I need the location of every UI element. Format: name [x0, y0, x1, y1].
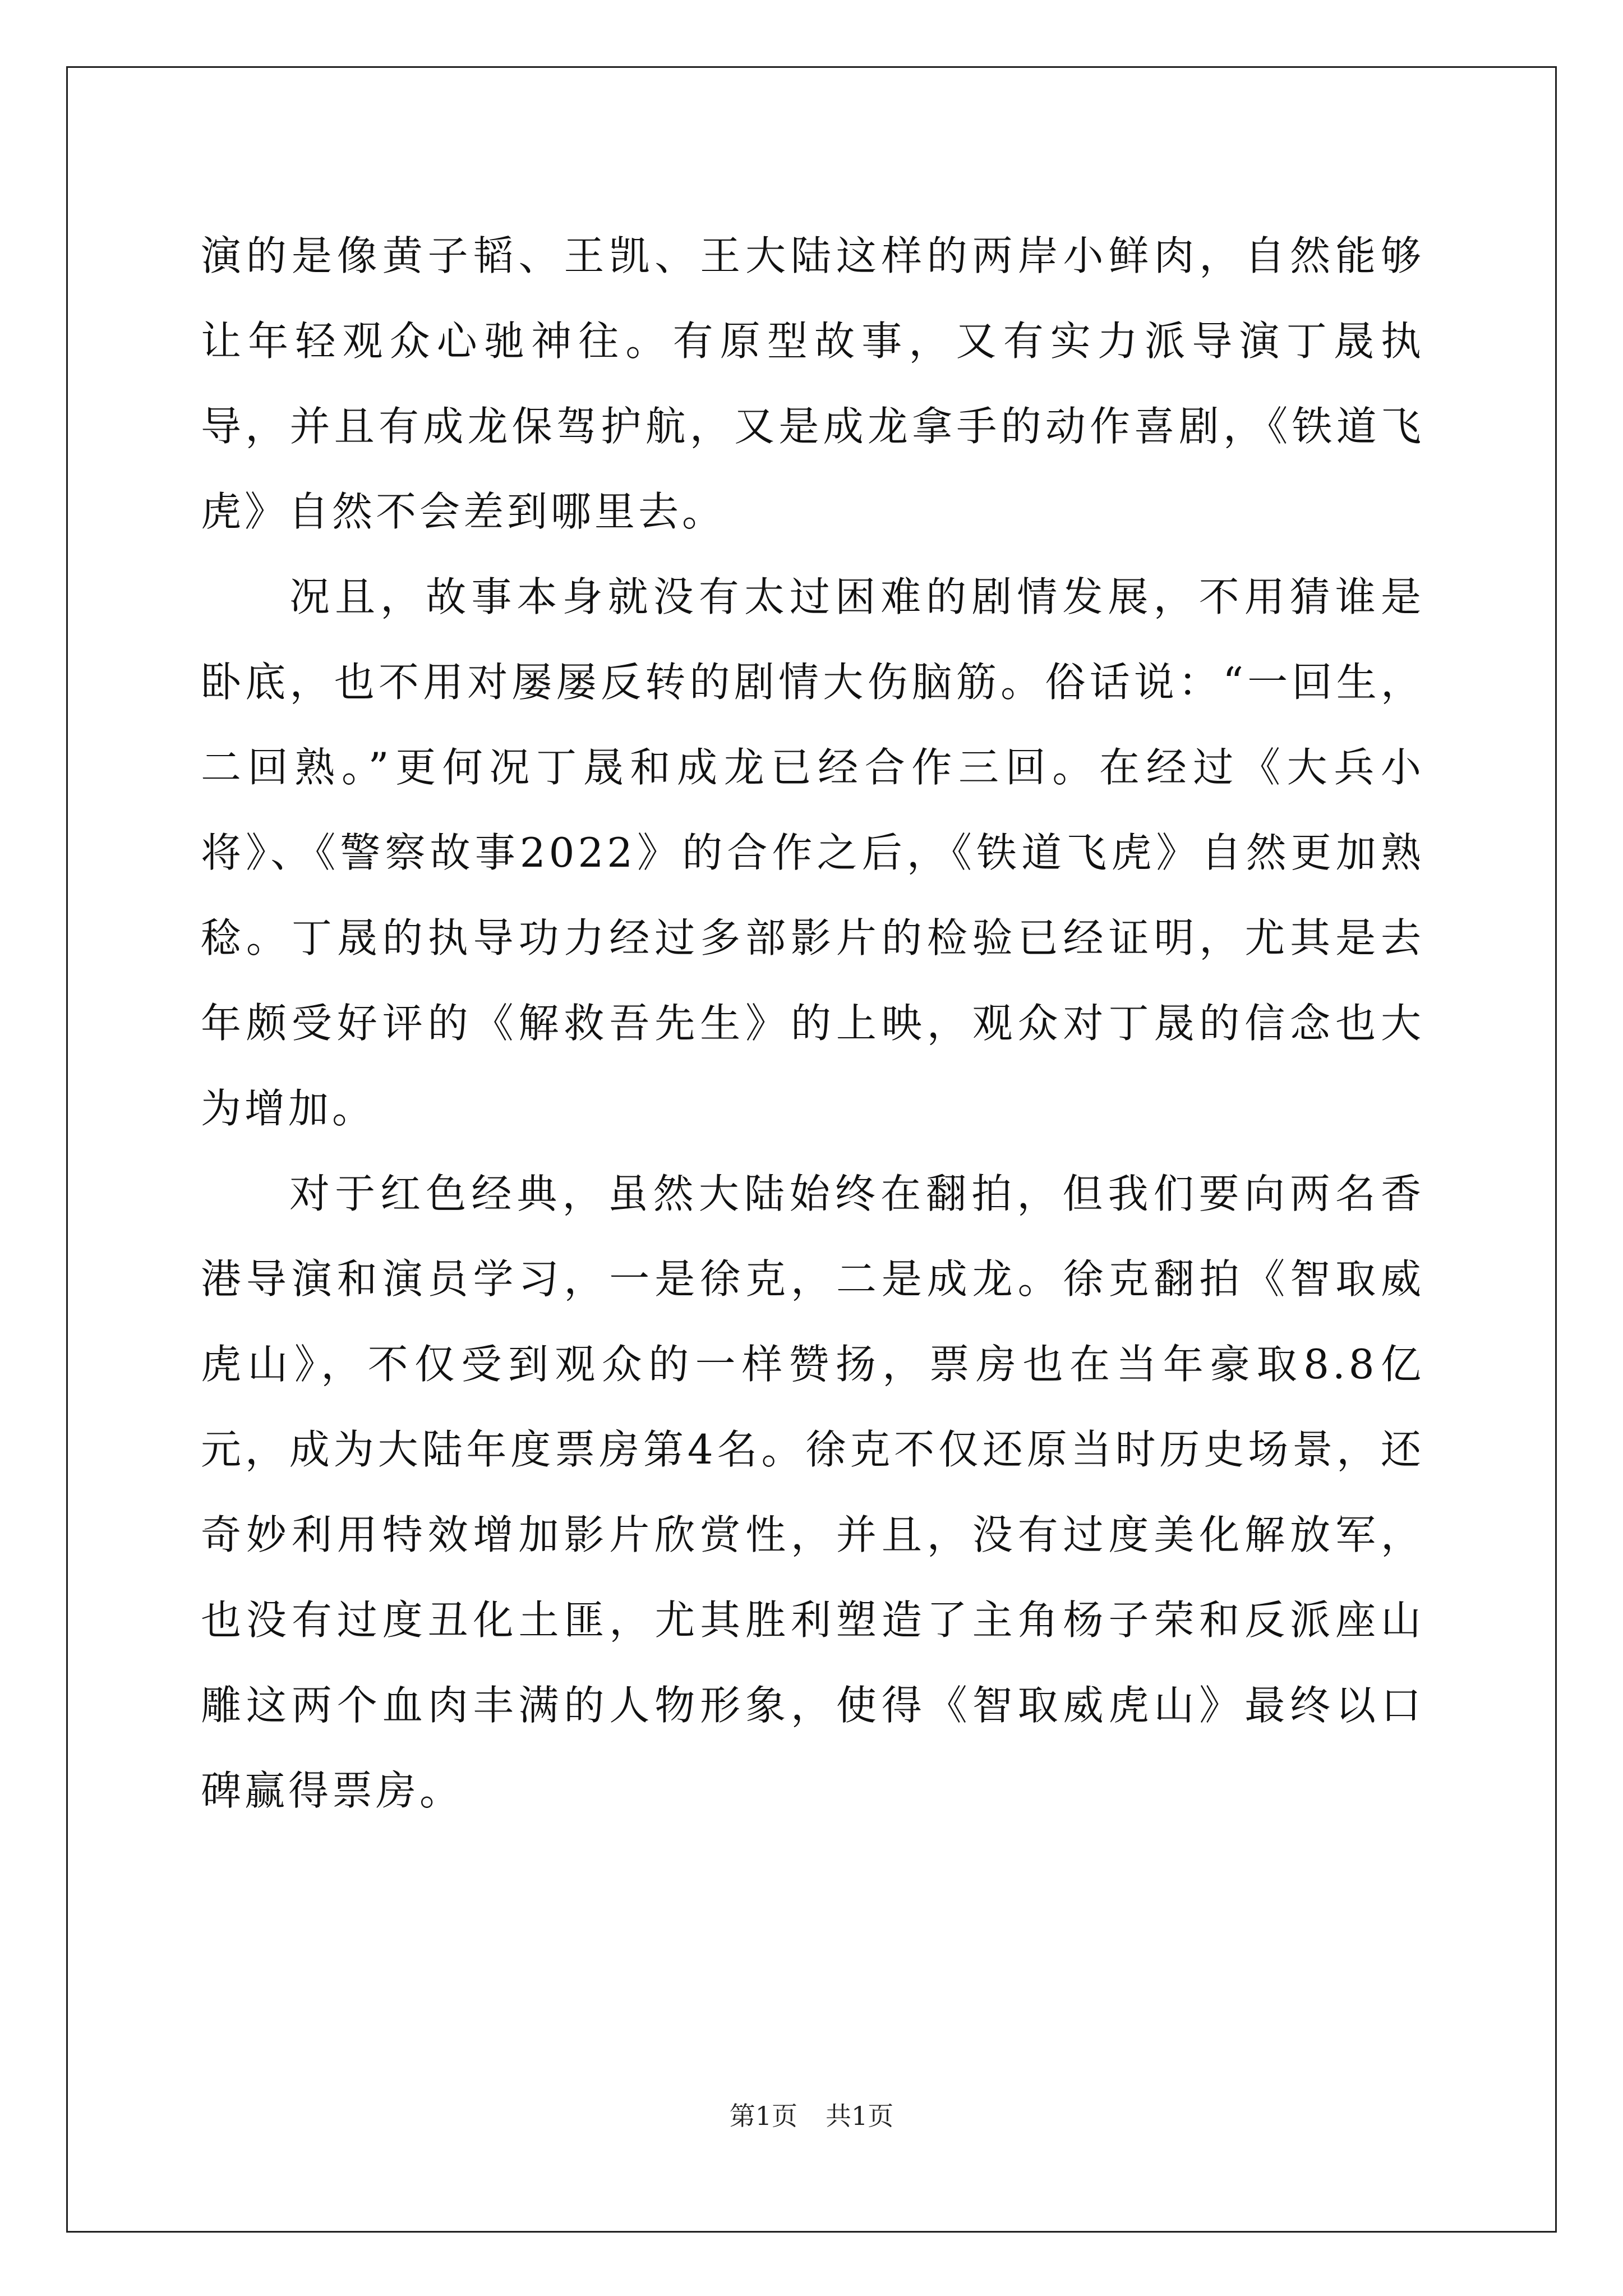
paragraph-1: 演的是像黄子韬、王凯、王大陆这样的两岸小鲜肉，自然能够让年轻观众心驰神往。有原型故事，又有实力派导演丁晟执导，并且有成龙保驾护航，又是成龙拿手的动作喜剧，《铁道飞虎》自然不会差到哪里去。	[201, 232, 1424, 535]
document-body	[201, 213, 1424, 1833]
paragraph-2: 况且，故事本身就没有太过困难的剧情发展，不用猜谁是卧底，也不用对屡屡反转的剧情大伤脑筋。俗话说：“一回生，二回熟。”更何况丁晟和成龙已经合作三回。在经过《大兵小将》、《警察故事2022》的合作之后，《铁道飞虎》自然更加熟稔。丁晟的执导功力经过多部影片的检验已经证明，尤其是去年颇受好评的《解救吾先生》的上映，观众对丁晟的信念也大为增加。	[201, 573, 1424, 1132]
page-footer	[0, 2099, 1623, 2133]
page-number: 第1页	[729, 2101, 797, 2131]
paragraph-3: 对于红色经典，虽然大陆始终在翻拍，但我们要向两名香港导演和演员学习，一是徐克，二是成龙。徐克翻拍《智取威虎山》，不仅受到观众的一样赞扬，票房也在当年豪取8.8亿元，成为大陆年度票房第4名。徐克不仅还原当时历史场景，还奇妙利用特效增加影片欣赏性，并且，没有过度美化解放军，也没有过度丑化土匪，尤其胜利塑造了主角杨子荣和反派座山雕这两个血肉丰满的人物形象，使得《智取威虎山》最终以口碑赢得票房。	[201, 1170, 1424, 1814]
page-total: 共1页	[826, 2101, 894, 2131]
